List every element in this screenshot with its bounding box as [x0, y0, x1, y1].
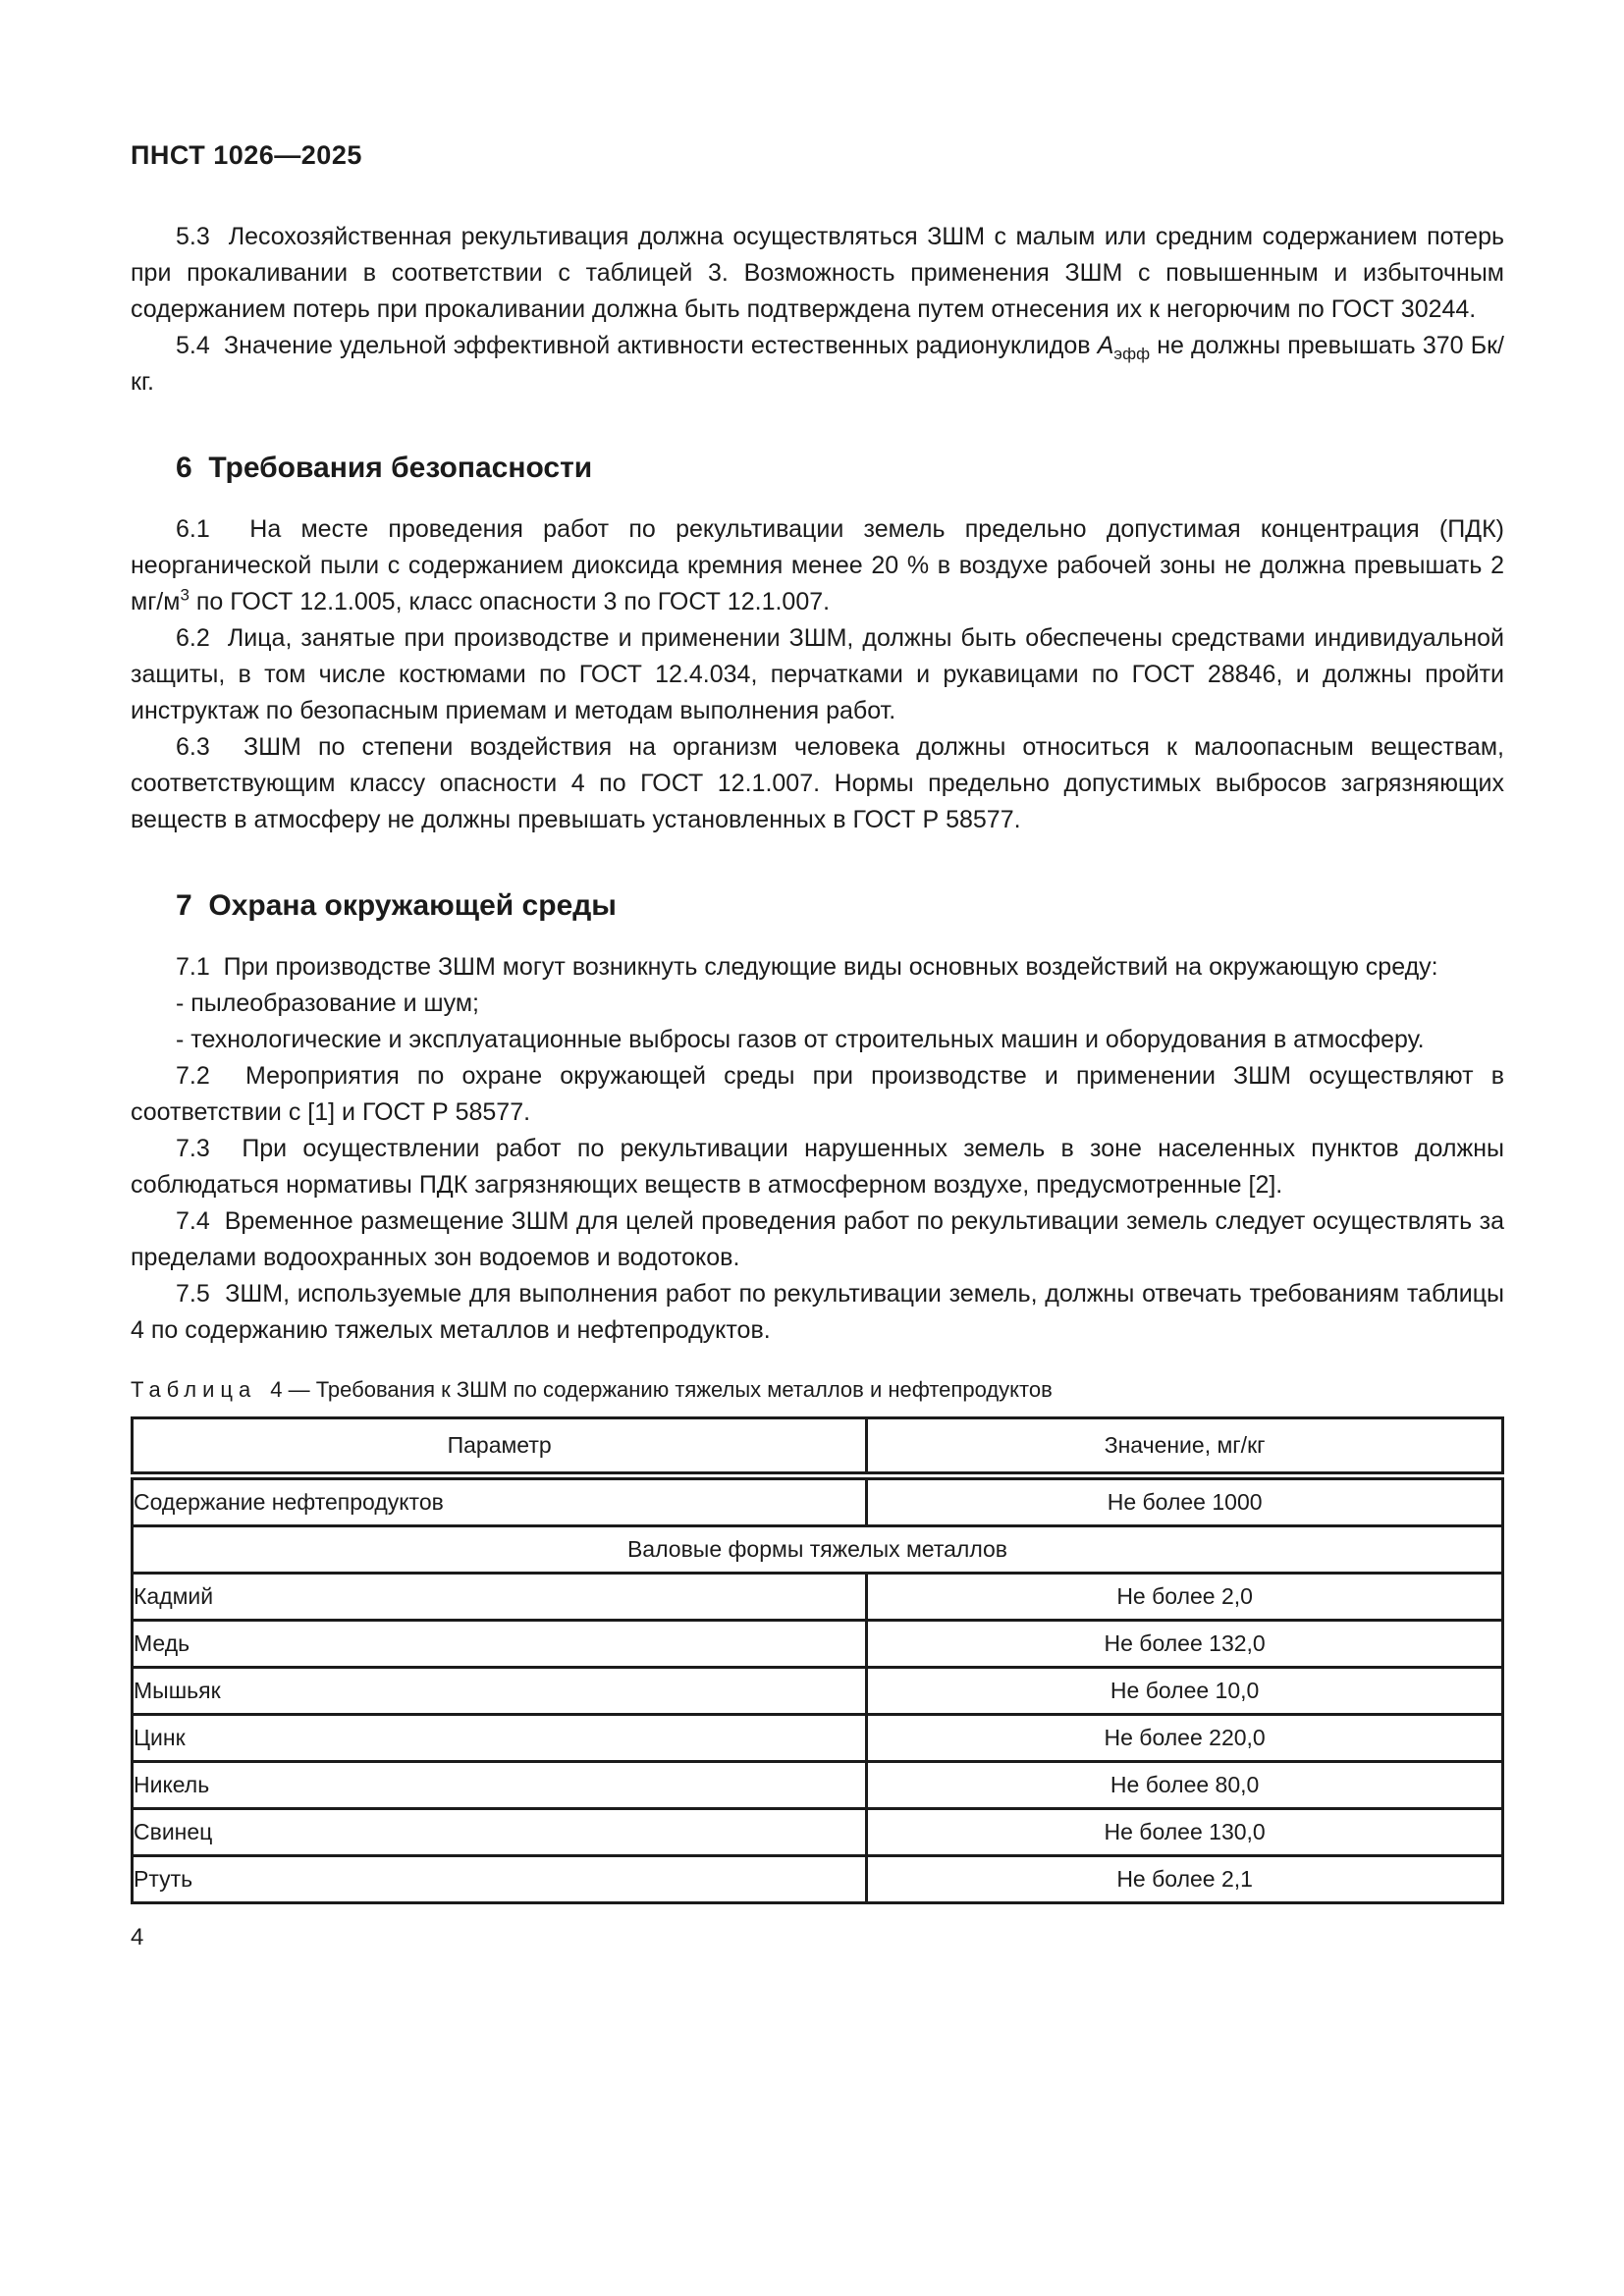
cell-parameter: Кадмий [133, 1574, 867, 1621]
page-number: 4 [131, 1924, 144, 1950]
cell-value: Не более 10,0 [867, 1668, 1503, 1715]
table-group-row [133, 1526, 1503, 1574]
table-row-oil-products [133, 1476, 1503, 1526]
table-row-lead [133, 1809, 1503, 1856]
cell-parameter: Цинк [133, 1715, 867, 1762]
paragraph-6-3: 6.3 ЗШМ по степени воздействия на организм человека должны относиться к малоопасным веществам, соответствующим классу опасности 4 по ГОСТ 12.1.007. Нормы предельно допустимых выбросов загрязняющих веществ в атмосферу не должны превышать установленных в ГОСТ Р 58577. [131, 733, 1504, 833]
paragraph-7-5: 7.5 ЗШМ, используемые для выполнения работ по рекультивации земель, должны отвечать требованиям таблицы 4 по содержанию тяжелых металлов и нефтепродуктов. [131, 1280, 1504, 1344]
cell-value: Не более 130,0 [867, 1809, 1503, 1856]
paragraph-6-1-tail: по ГОСТ 12.1.005, класс опасности 3 по ГОСТ 12.1.007. [189, 588, 831, 615]
standard-code: ПНСТ 1026—2025 [131, 140, 362, 170]
cell-parameter: Содержание нефтепродуктов [133, 1476, 867, 1526]
table-4 [131, 1416, 1504, 1904]
group-header-heavy-metals: Валовые формы тяжелых металлов [133, 1526, 1503, 1574]
cell-value: Не более 2,0 [867, 1574, 1503, 1621]
list-item-emissions: - технологические и эксплуатационные выбросы газов от строительных машин и оборудования в атмосферу. [176, 1026, 1425, 1053]
cell-parameter: Свинец [133, 1809, 867, 1856]
cell-parameter: Никель [133, 1762, 867, 1809]
paragraph-5-3: 5.3 Лесохозяйственная рекультивация должна осуществляться ЗШМ с малым или средним содержанием потерь при прокаливании в соответствии с таблицей 3. Возможность применения ЗШМ с повышенным и избыточным содержанием потерь при прокаливании должна быть подтверждена путем отнесения их к негорючим по ГОСТ 30244. [131, 223, 1504, 323]
paragraph-5-4-tail: не должны превышать 370 Бк/кг. [131, 332, 1504, 396]
cell-value: Не более 80,0 [867, 1762, 1503, 1809]
table-row-mercury [133, 1856, 1503, 1903]
table-row-arsenic [133, 1668, 1503, 1715]
table-caption [131, 1376, 1504, 1404]
cell-value: Не более 220,0 [867, 1715, 1503, 1762]
paragraph-6-1 [131, 511, 1504, 620]
paragraph-7-1: 7.1 При производстве ЗШМ могут возникнуть следующие виды основных воздействий на окружающую среду: [176, 953, 1438, 981]
cubic-meter-superscript: 3 [180, 585, 189, 605]
paragraph-6-1-text: 6.1 На месте проведения работ по рекультивации земель предельно допустимая концентрация (ПДК) неорганической пыли с содержанием диоксида кремния менее 20 % в воздухе рабочей зоны не должна превышать 2 мг/м [131, 515, 1504, 615]
column-header-parameter: Параметр [133, 1418, 867, 1476]
table-row-cadmium [133, 1574, 1503, 1621]
paragraph-7-2: 7.2 Мероприятия по охране окружающей среды при производстве и применении ЗШМ осуществляют в соответствии с [1] и ГОСТ Р 58577. [131, 1062, 1504, 1126]
table-caption-word: Таблица [131, 1377, 257, 1402]
table-row-nickel [133, 1762, 1503, 1809]
cell-parameter: Медь [133, 1621, 867, 1668]
section-7-heading: 7 Охрана окружающей среды [176, 889, 617, 922]
cell-value: Не более 132,0 [867, 1621, 1503, 1668]
paragraph-7-3: 7.3 При осуществлении работ по рекультивации нарушенных земель в зоне населенных пунктов должны соблюдаться нормативы ПДК загрязняющих веществ в атмосферном воздухе, предусмотренные [2]. [131, 1135, 1504, 1199]
cell-parameter: Ртуть [133, 1856, 867, 1903]
a-eff-symbol: А [1097, 332, 1114, 359]
paragraph-7-4: 7.4 Временное размещение ЗШМ для целей проведения работ по рекультивации земель следует осуществлять за пределами водоохранных зон водоемов и водотоков. [131, 1207, 1504, 1271]
paragraph-5-4-text: 5.4 Значение удельной эффективной активности естественных радионуклидов [176, 332, 1098, 359]
column-header-value: Значение, мг/кг [867, 1418, 1503, 1476]
paragraph-6-2: 6.2 Лица, занятые при производстве и применении ЗШМ, должны быть обеспечены средствами индивидуальной защиты, в том числе костюмами по ГОСТ 12.4.034, перчатками и рукавицами по ГОСТ 28846, и должны пройти инструктаж по безопасным приемам и методам выполнения работ. [131, 624, 1504, 724]
cell-value: Не более 2,1 [867, 1856, 1503, 1903]
table-caption-text: 4 — Требования к ЗШМ по содержанию тяжелых металлов и нефтепродуктов [270, 1377, 1053, 1402]
cell-parameter: Мышьяк [133, 1668, 867, 1715]
table-row-zinc [133, 1715, 1503, 1762]
cell-value: Не более 1000 [867, 1476, 1503, 1526]
list-item-dust: - пылеобразование и шум; [176, 989, 479, 1017]
a-eff-subscript: эфф [1113, 345, 1151, 363]
section-6-heading: 6 Требования безопасности [176, 452, 593, 484]
table-row-copper [133, 1621, 1503, 1668]
paragraph-5-4 [131, 328, 1504, 400]
table-header-row [133, 1418, 1503, 1476]
